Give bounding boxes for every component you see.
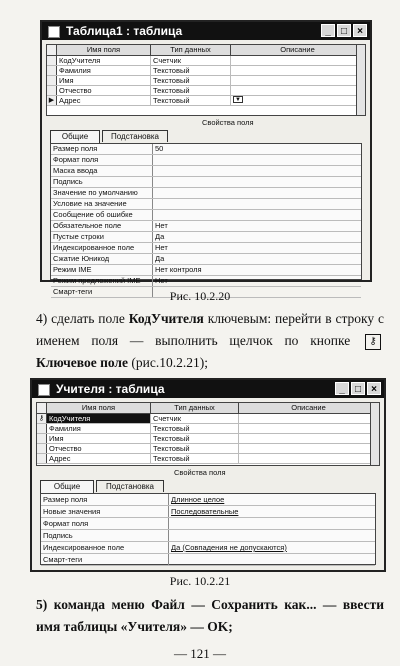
tab-lookup[interactable]: Подстановка	[102, 130, 168, 142]
table-row[interactable]: Имя Текстовый	[37, 434, 379, 444]
scrollbar[interactable]	[356, 45, 365, 115]
property-row[interactable]: Размер поля Длинное целое	[41, 494, 375, 506]
property-row[interactable]: Режим IME Нет контроля	[51, 265, 361, 276]
table-design-window-2	[30, 378, 386, 572]
table-row[interactable]: Фамилия Текстовый	[37, 424, 379, 434]
property-row[interactable]: Режим предложений IME Нет	[51, 276, 361, 287]
col-type-header: Тип данных	[151, 403, 239, 413]
table-icon	[48, 26, 60, 38]
key-icon: ⚷	[365, 334, 381, 350]
maximize-button[interactable]: □	[351, 382, 365, 395]
table-icon	[38, 384, 50, 396]
property-row[interactable]: Подпись	[51, 177, 361, 188]
step-5-text: 5) команда меню Файл — Сохранить как... — ввести имя таблицы «Учителя» — OK;	[36, 597, 384, 634]
col-desc-header: Описание	[231, 45, 365, 55]
table-row-primary-key[interactable]: ⚷ КодУчителя Счетчик	[37, 414, 379, 424]
property-row[interactable]: Подпись	[41, 530, 375, 542]
close-button[interactable]: ×	[367, 382, 381, 395]
property-row[interactable]: Размер поля 50	[51, 144, 361, 155]
property-row[interactable]: Условие на значение	[51, 199, 361, 210]
table-row-current[interactable]: ▶ Адрес Текстовый ▼	[47, 96, 365, 106]
col-name-header: Имя поля	[47, 403, 151, 413]
figure-caption-1: Рис. 10.2.20	[169, 289, 231, 303]
fields-grid-2	[36, 402, 380, 466]
table-row[interactable]: КодУчителя Счетчик	[47, 56, 365, 66]
property-row[interactable]: Пустые строки Да	[51, 232, 361, 243]
field-properties-label: Свойства поля	[174, 468, 226, 477]
step-4-text: 4) сделать поле КодУчителя ключевым: перейти в строку с именем поля — выполнить щелчок по кнопке ⚷Ключевое поле (рис.10.2.21);	[36, 311, 385, 370]
property-row[interactable]: Значение по умолчанию	[51, 188, 361, 199]
col-name-header: Имя поля	[57, 45, 151, 55]
tab-lookup[interactable]: Подстановка	[96, 480, 164, 492]
table-row[interactable]: Отчество Текстовый	[37, 444, 379, 454]
close-button[interactable]: ×	[353, 24, 367, 37]
figure-caption-2: Рис. 10.2.21	[169, 574, 231, 588]
maximize-button[interactable]: □	[337, 24, 351, 37]
scrollbar[interactable]	[370, 403, 379, 465]
fields-grid-1	[46, 44, 366, 116]
property-row[interactable]: Формат поля	[41, 518, 375, 530]
property-row[interactable]: Сжатие Юникод Да	[51, 254, 361, 265]
col-type-header: Тип данных	[151, 45, 231, 55]
property-row[interactable]: Сообщение об ошибке	[51, 210, 361, 221]
primary-key-icon: ⚷	[37, 414, 47, 423]
tab-general[interactable]: Общие	[50, 130, 100, 143]
property-row[interactable]: Индексированное поле Да (Совпадения не допускаются)	[41, 542, 375, 554]
table-row[interactable]: Имя Текстовый	[47, 76, 365, 86]
titlebar-1	[42, 22, 370, 40]
property-row[interactable]: Смарт-теги	[51, 287, 361, 298]
field-properties-label: Свойства поля	[202, 118, 254, 127]
titlebar-2	[32, 380, 384, 398]
property-row[interactable]: Маска ввода	[51, 166, 361, 177]
property-row[interactable]: Смарт-теги	[41, 554, 375, 566]
table-row[interactable]: Адрес Текстовый	[37, 454, 379, 464]
minimize-button[interactable]: _	[321, 24, 335, 37]
window-title: Учителя : таблица	[56, 382, 165, 396]
window-title: Таблица1 : таблица	[66, 24, 183, 38]
col-desc-header: Описание	[239, 403, 379, 413]
property-row[interactable]: Обязательное поле Нет	[51, 221, 361, 232]
table-row[interactable]: Отчество Текстовый	[47, 86, 365, 96]
property-row[interactable]: Новые значения Последовательные	[41, 506, 375, 518]
properties-table-2	[40, 493, 376, 565]
minimize-button[interactable]: _	[335, 382, 349, 395]
tab-general[interactable]: Общие	[40, 480, 94, 493]
property-row[interactable]: Формат поля	[51, 155, 361, 166]
page-number: — 121 —	[174, 646, 226, 661]
dropdown-arrow-icon[interactable]: ▼	[233, 96, 243, 103]
row-selector-arrow-icon: ▶	[47, 96, 57, 105]
property-row[interactable]: Индексированное поле Нет	[51, 243, 361, 254]
table-row[interactable]: Фамилия Текстовый	[47, 66, 365, 76]
